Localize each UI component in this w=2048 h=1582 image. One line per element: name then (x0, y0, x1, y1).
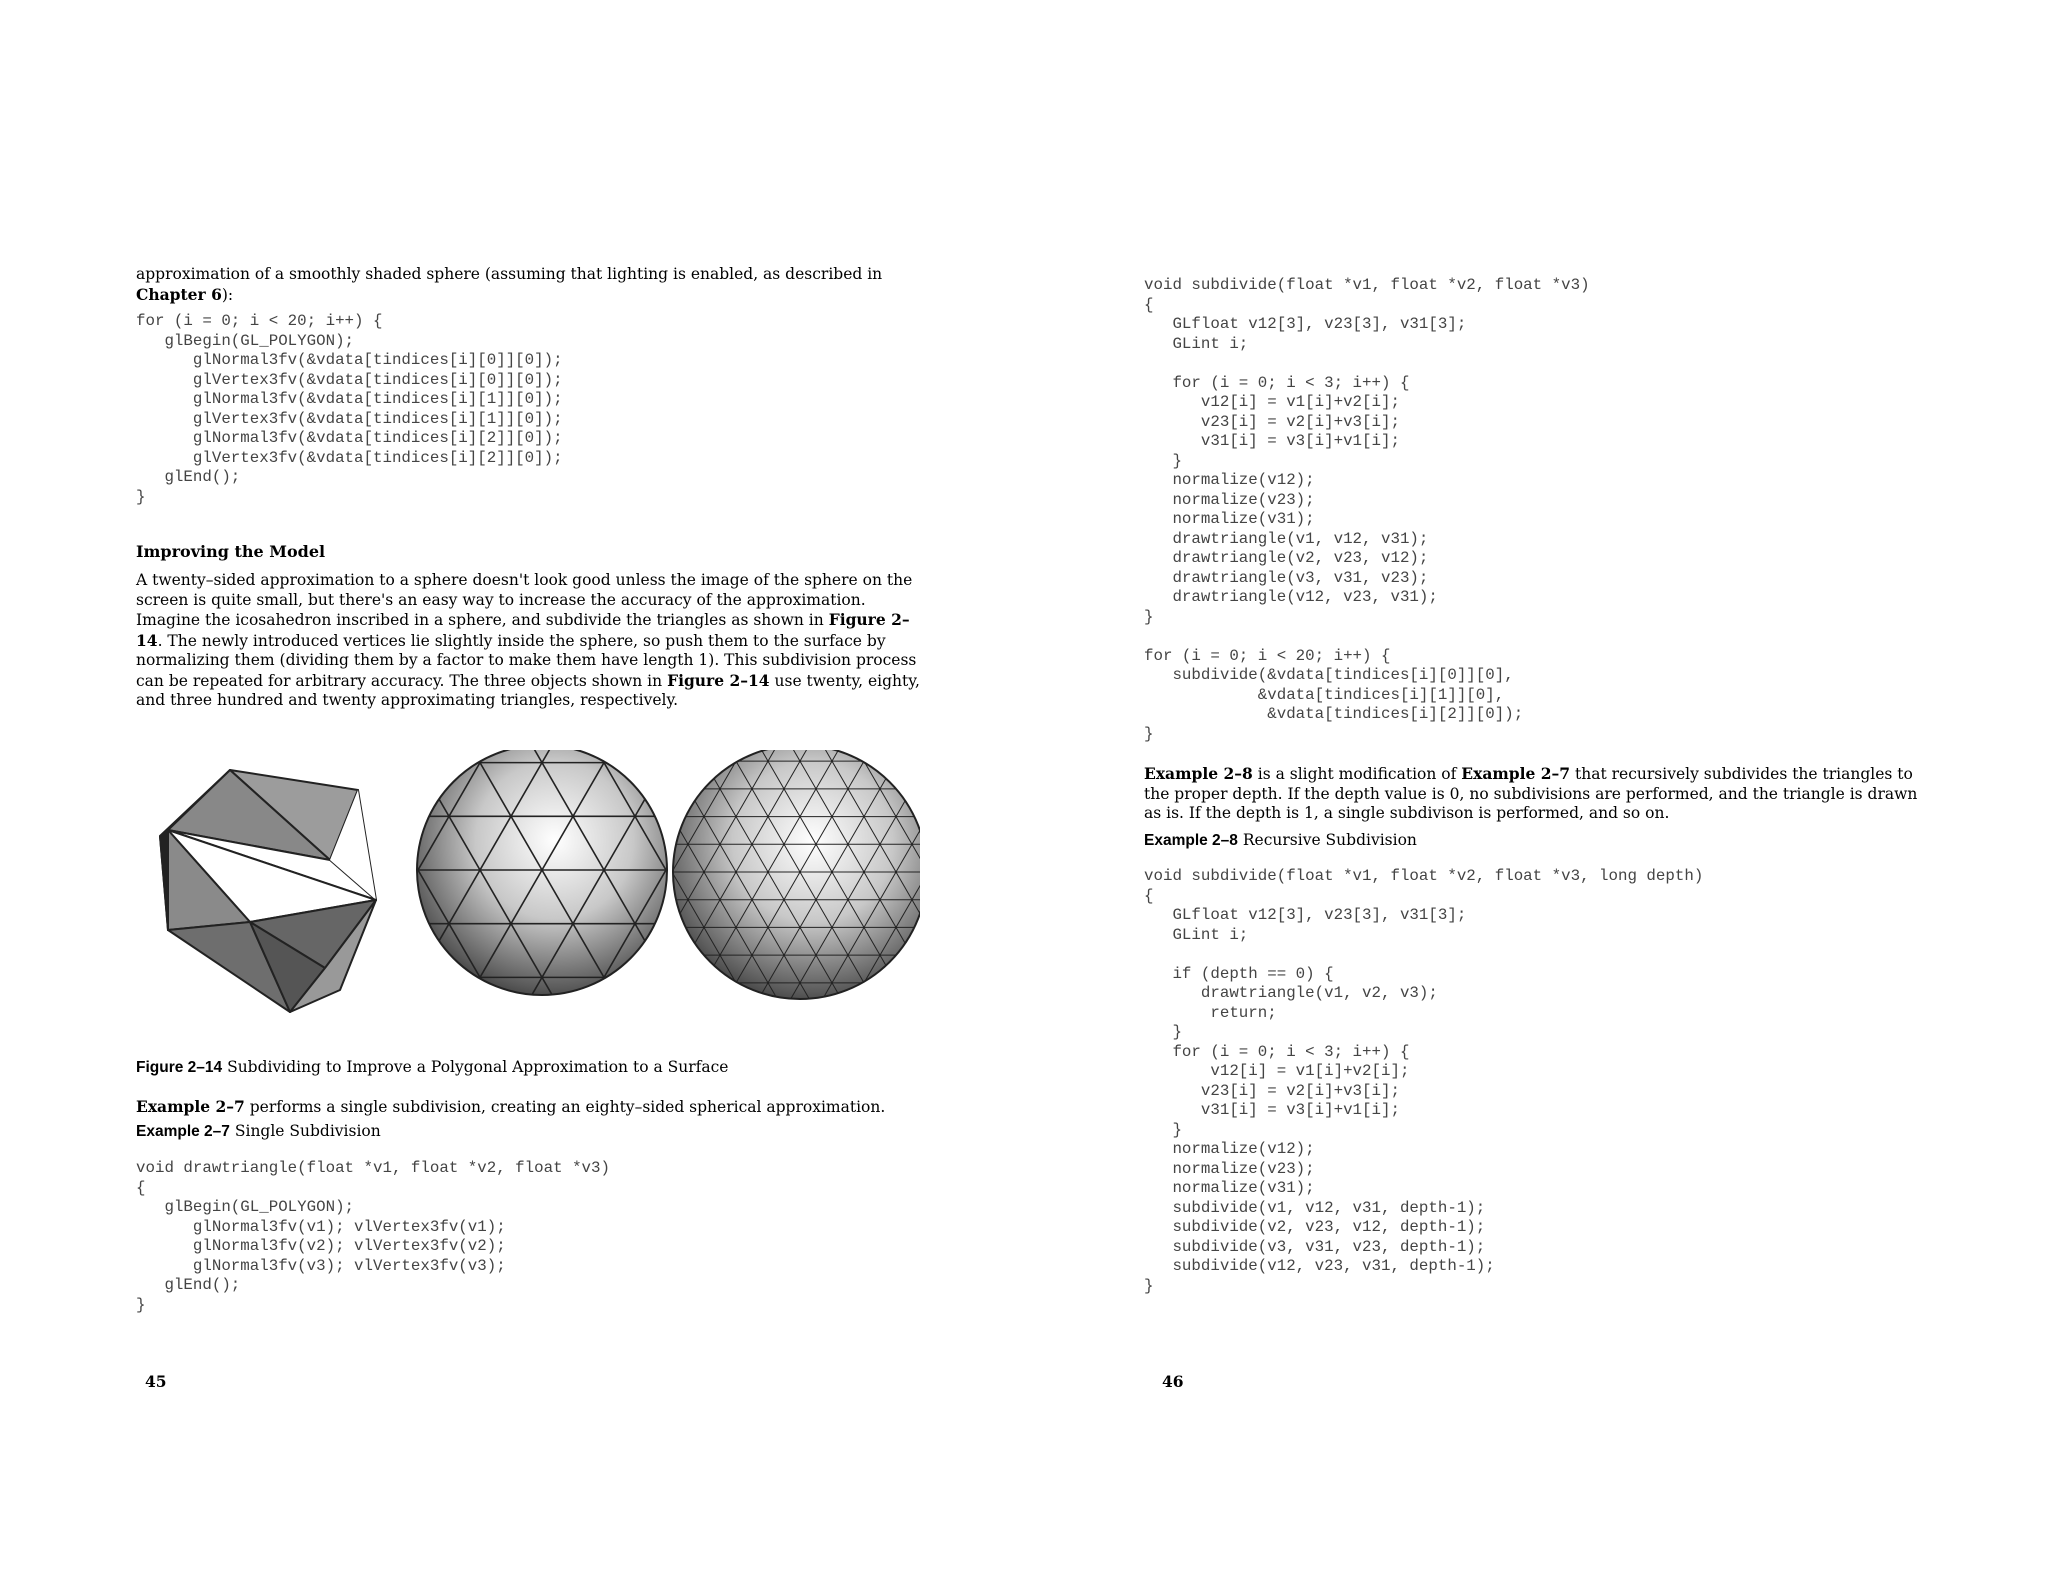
example-2-7-link[interactable]: Example 2–7 (136, 1097, 245, 1116)
figure-2-14-link-2[interactable]: Figure 2–14 (667, 670, 770, 690)
recursive-paragraph (1144, 764, 1934, 824)
figure-2-14-link[interactable]: Figure 2–14 (136, 610, 910, 650)
icosahedron-20 (160, 770, 376, 1012)
example-2-8-link[interactable]: Example 2–8 (1144, 764, 1253, 783)
code-block-drawtriangle: void drawtriangle(float *v1, float *v2, float *v3) { glBegin(GL_POLYGON); glNormal3fv(v1); vlVertex3fv(v1); glNormal3fv(v2); vlVertex3fv(v2); glNormal3fv(v3); vlVertex3fv(v3); glEnd(); } (136, 1159, 610, 1314)
example-2-8-caption-text: Recursive Subdivision (1237, 831, 1417, 849)
figure-caption (136, 1058, 728, 1077)
intro-line: approximation of a smoothly shaded sphere (assuming that lighting is enabled, as described in (136, 265, 883, 283)
body-text-3: use twenty, eighty, and three hundred and twenty approximating triangles, respectively. (136, 671, 920, 709)
example-caption-text: Single Subdivision (229, 1122, 381, 1140)
recursive-text-2: that recursively subdivides the triangles to the proper depth. If the depth value is 0, no subdivisions are performed, and the triangle is drawn as is. If the depth is 1, a single subdivison is performed, and so on. (1144, 765, 1918, 822)
code-block-subdivide: void subdivide(float *v1, float *v2, float *v3) { GLfloat v12[3], v23[3], v31[3]; GLint i; for (i = 0; i < 3; i++) { v12[i] = v1[i]+v2[i]; v23[i] = v2[i]+v3[i]; v31[i] = v3[i]+v1[i]; } normalize(v12); normalize(v23); normalize(v31); drawtriangle(v1, v12, v31); drawtriangle(v2, v23, v12); drawtriangle(v3, v31, v23); drawtriangle(v12, v23, v31); } for (i = 0; i < 20; i++) { subdivide(&vdata[tindices[i][0]][0], &vdata[tindices[i][1]][0], &vdata[tindices[i][2]][0]); } (1144, 276, 1590, 743)
example-intro-text: performs a single subdivision, creating an eighty–sided spherical approximation. (244, 1098, 886, 1116)
code-block-recursive-subdivide: void subdivide(float *v1, float *v2, float *v3, long depth) { GLfloat v12[3], v23[3], v31[3]; GLint i; if (depth == 0) { drawtriangle(v1, v2, v3); return; } for (i = 0; i < 3; i++) { v12[i] = v1[i]+v2[i]; v23[i] = v2[i]+v3[i]; v31[i] = v3[i]+v1[i]; } normalize(v12); normalize(v23); normalize(v31); subdivide(v1, v12, v31, depth-1); subdivide(v2, v23, v12, depth-1); subdivide(v3, v31, v23, depth-1); subdivide(v12, v23, v31, depth-1); } (1144, 867, 1704, 1295)
example-2-8-caption-label: Example 2–8 (1144, 832, 1238, 849)
figure-subdivided-spheres (140, 750, 920, 1020)
chapter-6-link[interactable]: Chapter 6 (136, 284, 222, 304)
figure-caption-text: Subdividing to Improve a Polygonal Approximation to a Surface (222, 1058, 729, 1076)
body-text-1: A twenty–sided approximation to a sphere doesn't look good unless the image of the sphere on the screen is quite small, but there's an easy way to increase the accuracy of the approximation. Imagine the icosahedron inscribed in a sphere, and subdivide the triangles as shown in (136, 571, 913, 629)
page-number-left: 45 (145, 1372, 167, 1391)
example-2-8-caption (1144, 831, 1417, 850)
body-text-2: . The newly introduced vertices lie slightly inside the sphere, so push them to the surface by normalizing them (dividing them by a factor to make them have length 1). This subdivision process can be repeated for arbitrary accuracy. The three objects shown in (136, 631, 917, 690)
body-paragraph (136, 571, 926, 711)
code-block-polygon-loop: for (i = 0; i < 20; i++) { glBegin(GL_POLYGON); glNormal3fv(&vdata[tindices[i][0]][0]); glVertex3fv(&vdata[tindices[i][0]][0]); glNormal3fv(&vdata[tindices[i][1]][0]); glVertex3fv(&vdata[tindices[i][1]][0]); glNormal3fv(&vdata[tindices[i][2]][0]); glVertex3fv(&vdata[tindices[i][2]][0]); glEnd(); } (136, 312, 563, 506)
right-page (1024, 0, 2048, 1582)
intro-paragraph (136, 265, 896, 305)
example-2-7-link-right[interactable]: Example 2–7 (1461, 764, 1571, 783)
example-caption (136, 1122, 381, 1141)
example-caption-label: Example 2–7 (136, 1123, 230, 1140)
intro-line-end: ): (221, 285, 234, 304)
recursive-text-1: is a slight modification of (1252, 765, 1462, 783)
page-number-right: 46 (1162, 1372, 1184, 1391)
figure-caption-label: Figure 2–14 (136, 1059, 223, 1076)
section-heading: Improving the Model (136, 542, 326, 561)
example-intro (136, 1097, 885, 1118)
